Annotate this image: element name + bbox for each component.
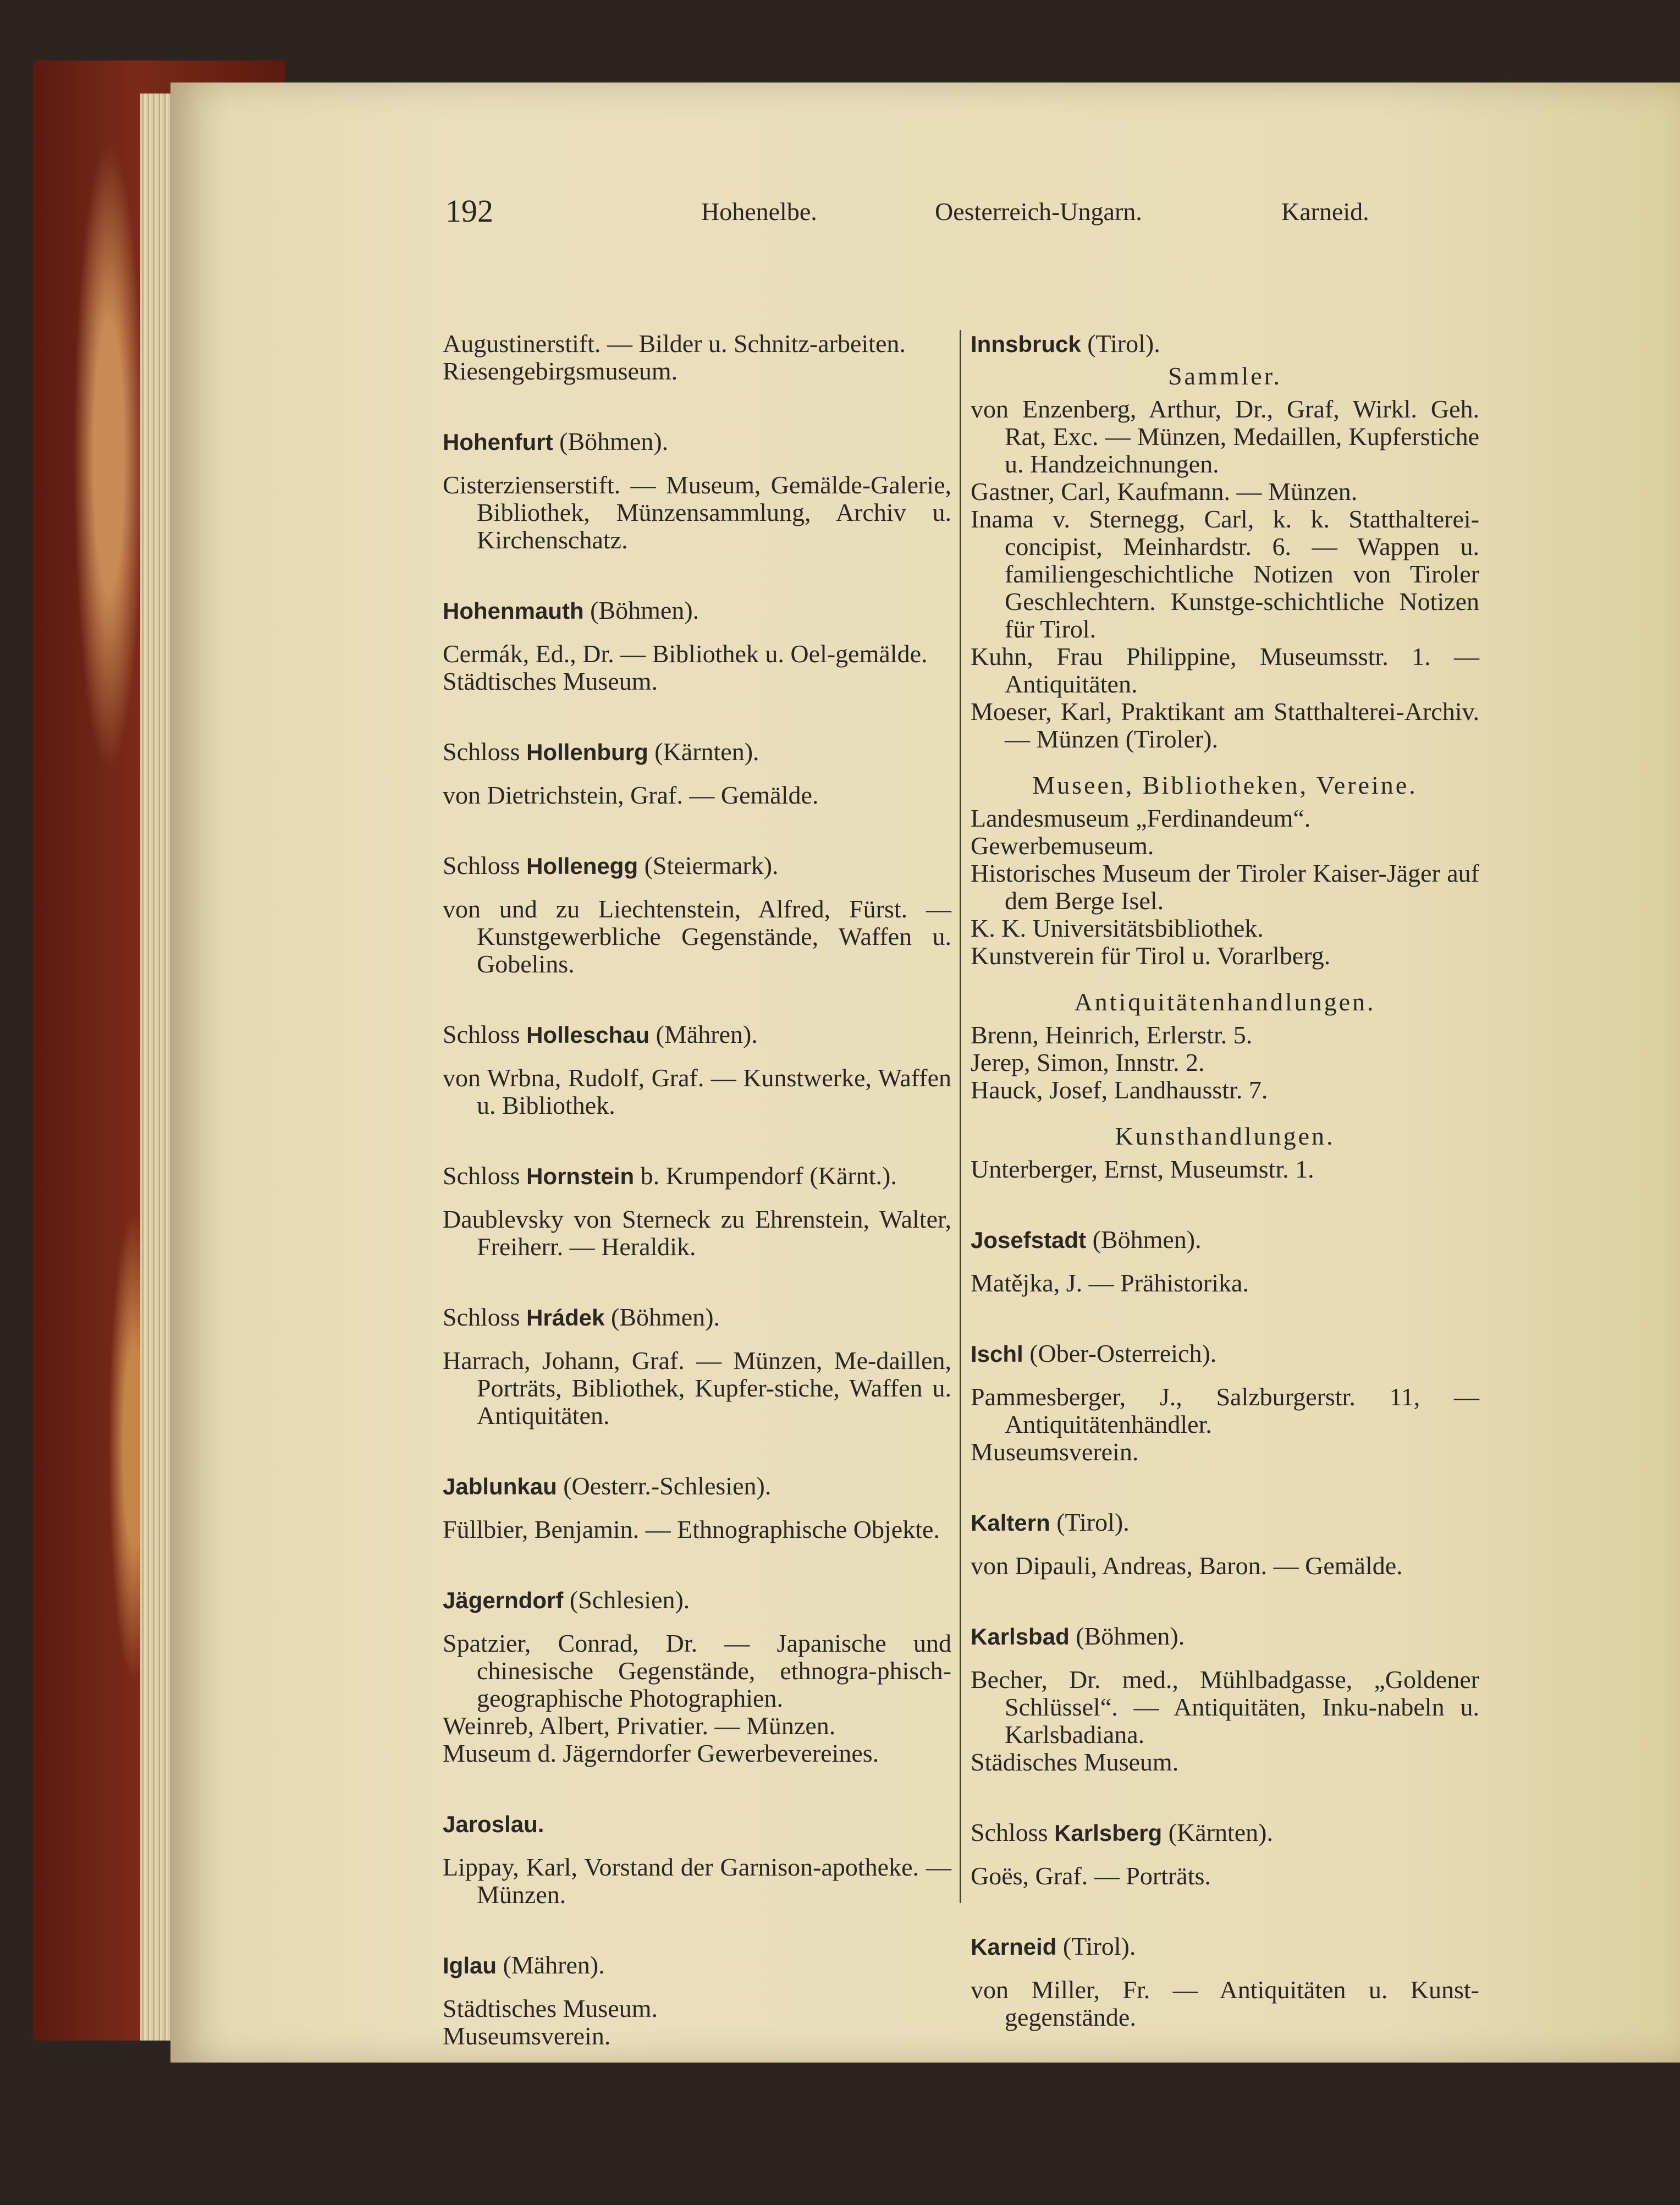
place-name: Hornstein bbox=[526, 1163, 635, 1189]
place-heading: Schloss Hrádek (Böhmen). bbox=[443, 1303, 720, 1331]
place-name: Ischl bbox=[971, 1341, 1023, 1367]
place-heading: Schloss Holleschau (Mähren). bbox=[443, 1020, 758, 1048]
entry: Historisches Museum der Tiroler Kaiser-Jäger auf dem Berge Isel. bbox=[971, 859, 1479, 915]
entry: Gewerbemuseum. bbox=[971, 832, 1154, 860]
entry: von Enzenberg, Arthur, Dr., Graf, Wirkl. Geh. Rat, Exc. — Münzen, Medaillen, Kupferstiche u. Handzeichnungen. bbox=[971, 395, 1479, 478]
place-heading: Schloss Hollenegg (Steiermark). bbox=[443, 851, 779, 879]
entry: Brenn, Heinrich, Erlerstr. 5. bbox=[971, 1021, 1253, 1049]
place-name: Hohenmauth bbox=[443, 598, 584, 624]
place-heading: Ischl (Ober-Osterreich). bbox=[971, 1339, 1217, 1367]
entry: Augustinerstift. — Bilder u. Schnitz-arbeiten. bbox=[443, 329, 906, 358]
entry: von Dietrichstein, Graf. — Gemälde. bbox=[443, 781, 819, 809]
entry: von Miller, Fr. — Antiquitäten u. Kunst-gegenstände. bbox=[971, 1976, 1479, 2031]
header-left-term: Hohenelbe. bbox=[701, 197, 817, 226]
subsection-heading: Sammler. bbox=[1167, 362, 1282, 390]
right-column bbox=[971, 330, 1479, 2031]
left-column bbox=[443, 330, 951, 2050]
entry: Cermák, Ed., Dr. — Bibliothek u. Oel-gemälde. bbox=[443, 640, 928, 668]
entry: Spatzier, Conrad, Dr. — Japanische und chinesische Gegenstände, ethnogra-phisch-geographische Photographien. bbox=[443, 1629, 951, 1712]
place-heading bbox=[443, 1810, 951, 1838]
place-heading: Schloss Hollenburg (Kärnten). bbox=[443, 738, 759, 766]
entry: Lippay, Karl, Vorstand der Garnison-apotheke. — Münzen. bbox=[443, 1853, 951, 1909]
running-header bbox=[269, 193, 1512, 242]
subsection-heading: Kunsthandlungen. bbox=[1115, 1122, 1335, 1150]
place-name: Iglau bbox=[443, 1953, 497, 1978]
entry: Städtisches Museum. bbox=[443, 667, 658, 695]
place-heading: Kaltern (Tirol). bbox=[971, 1508, 1130, 1536]
entry: Museum d. Jägerndorfer Gewerbevereines. bbox=[443, 1739, 879, 1767]
entry: Matějka, J. — Prähistorika. bbox=[971, 1269, 1249, 1297]
place-heading: Jägerndorf (Schlesien). bbox=[443, 1586, 690, 1614]
page-number: 192 bbox=[445, 193, 493, 229]
place-heading: Iglau (Mähren). bbox=[443, 1951, 605, 1979]
entry: Goës, Graf. — Porträts. bbox=[971, 1862, 1211, 1890]
entry: Cisterzienserstift. — Museum, Gemälde-Galerie, Bibliothek, Münzensammlung, Archiv u. Kirchenschatz. bbox=[443, 471, 951, 554]
entry: Riesengebirgsmuseum. bbox=[443, 357, 678, 385]
entry: Daublevsky von Sterneck zu Ehrenstein, Walter, Freiherr. — Heraldik. bbox=[443, 1205, 951, 1261]
subsection-heading: Museen, Bibliotheken, Vereine. bbox=[1032, 771, 1418, 799]
entry: Harrach, Johann, Graf. — Münzen, Me-daillen, Porträts, Bibliothek, Kupfer-stiche, Waffen u. Antiquitäten. bbox=[443, 1346, 951, 1429]
entry: Kuhn, Frau Philippine, Museumsstr. 1. — Antiquitäten. bbox=[971, 642, 1479, 698]
entry: Moeser, Karl, Praktikant am Statthalterei-Archiv. — Münzen (Tiroler). bbox=[971, 697, 1479, 753]
place-name: Holleschau bbox=[526, 1022, 650, 1048]
entry: Pammesberger, J., Salzburgerstr. 11, — Antiquitätenhändler. bbox=[971, 1383, 1479, 1438]
place-name: Karlsbad bbox=[971, 1624, 1070, 1649]
entry: von Dipauli, Andreas, Baron. — Gemälde. bbox=[971, 1552, 1403, 1580]
entry: Weinreb, Albert, Privatier. — Münzen. bbox=[443, 1712, 836, 1740]
header-center-title: Oesterreich-Ungarn. bbox=[935, 197, 1142, 226]
place-heading: Josefstadt (Böhmen). bbox=[971, 1225, 1202, 1253]
entry: Landesmuseum „Ferdinandeum“. bbox=[971, 804, 1311, 832]
column-divider bbox=[960, 330, 961, 1903]
place-heading: Jablunkau (Oesterr.-Schlesien). bbox=[443, 1472, 772, 1500]
place-name: Jablunkau bbox=[443, 1473, 557, 1499]
entry: Gastner, Carl, Kaufmann. — Münzen. bbox=[971, 477, 1358, 505]
entry: Unterberger, Ernst, Museumstr. 1. bbox=[971, 1155, 1314, 1183]
entry: Becher, Dr. med., Mühlbadgasse, „Goldener Schlüssel“. — Antiquitäten, Inku-nabeln u. Karlsbadiana. bbox=[971, 1665, 1479, 1748]
subsection-heading: Antiquitätenhandlungen. bbox=[1074, 988, 1376, 1016]
place-name: Jaroslau. bbox=[443, 1811, 544, 1837]
place-name: Jägerndorf bbox=[443, 1587, 564, 1613]
entry: Füllbier, Benjamin. — Ethnographische Objekte. bbox=[443, 1515, 940, 1543]
entry: von und zu Liechtenstein, Alfred, Fürst. — Kunstgewerbliche Gegenstände, Waffen u. Gobelins. bbox=[443, 895, 951, 978]
place-name: Hollenegg bbox=[526, 853, 638, 879]
place-heading: Karlsbad (Böhmen). bbox=[971, 1622, 1185, 1650]
place-heading: Karneid (Tirol). bbox=[971, 1932, 1136, 1960]
entry: K. K. Universitätsbibliothek. bbox=[971, 914, 1264, 942]
place-name: Karlsberg bbox=[1054, 1820, 1163, 1846]
place-name: Karneid bbox=[971, 1934, 1057, 1960]
entry: Städisches Museum. bbox=[971, 1748, 1179, 1776]
entry: Kunstverein für Tirol u. Vorarlberg. bbox=[971, 942, 1331, 970]
entry: Museumsverein. bbox=[443, 2022, 611, 2050]
entry: Städtisches Museum. bbox=[443, 1994, 658, 2022]
place-name: Hrádek bbox=[526, 1305, 605, 1330]
header-right-term: Karneid. bbox=[1281, 197, 1369, 226]
place-name: Josefstadt bbox=[971, 1227, 1087, 1253]
place-name: Hohenfurt bbox=[443, 429, 553, 455]
place-name: Hollenburg bbox=[526, 739, 648, 765]
entry: Hauck, Josef, Landhausstr. 7. bbox=[971, 1076, 1268, 1104]
place-heading: Innsbruck (Tirol). bbox=[971, 329, 1160, 358]
place-heading: Schloss Hornstein b. Krumpendorf (Kärnt.). bbox=[443, 1162, 897, 1190]
entry: von Wrbna, Rudolf, Graf. — Kunstwerke, Waffen u. Bibliothek. bbox=[443, 1064, 951, 1119]
place-heading: Schloss Karlsberg (Kärnten). bbox=[971, 1818, 1273, 1846]
entry: Jerep, Simon, Innstr. 2. bbox=[971, 1048, 1205, 1076]
place-heading: Hohenmauth (Böhmen). bbox=[443, 596, 699, 624]
entry: Inama v. Sternegg, Carl, k. k. Statthalterei-concipist, Meinhardstr. 6. — Wappen u. familiengeschichtliche Notizen von Tiroler Geschlechtern. Kunstge-schichtliche Notizen für Tirol. bbox=[971, 505, 1479, 643]
entry: Museumsverein. bbox=[971, 1438, 1139, 1466]
place-name: Kaltern bbox=[971, 1510, 1050, 1536]
place-name: Innsbruck bbox=[971, 331, 1081, 357]
place-heading: Hohenfurt (Böhmen). bbox=[443, 427, 669, 455]
